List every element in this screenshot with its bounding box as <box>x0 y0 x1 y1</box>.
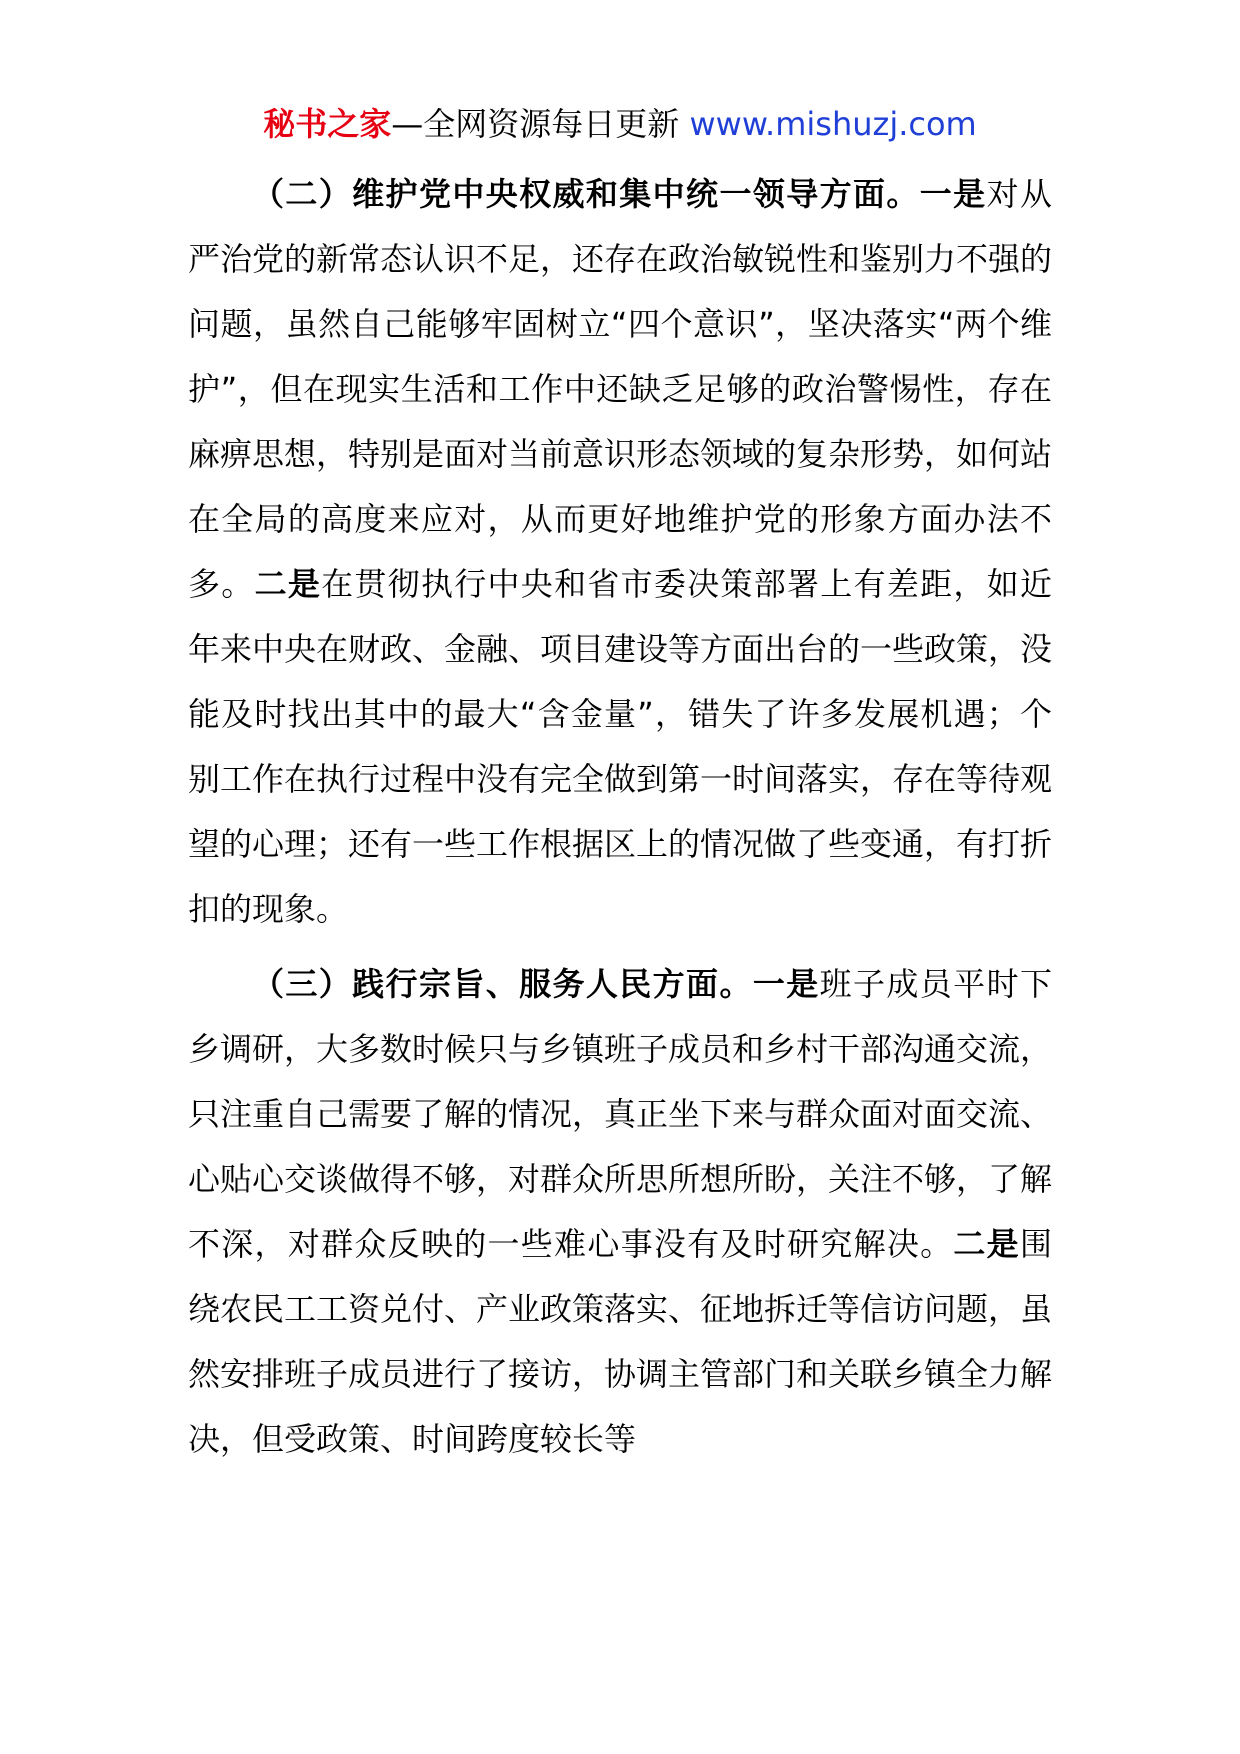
site-url-link[interactable]: www.mishuzj.com <box>689 105 977 143</box>
brand-name: 秘书之家 <box>263 105 392 143</box>
site-header <box>0 100 1240 148</box>
point-label: 二是 <box>254 565 322 603</box>
point-text: 围绕农民工工资兑付、产业政策落实、征地拆迁等信访问题，虽然安排班子成员进行了接访，协调主管部门和关联乡镇全力解决，但受政策、时间跨度较长等 <box>188 1225 1053 1458</box>
section-heading: （三）践行宗旨、服务人民方面。 <box>252 965 753 1003</box>
section-paragraph-3 <box>188 952 1052 1472</box>
section-paragraph-2 <box>188 162 1052 942</box>
point-label: 二是 <box>953 1225 1020 1263</box>
point-text: 班子成员平时下乡调研，大多数时候只与乡镇班子成员和乡村干部沟通交流，只注重自己需要了解的情况，真正坐下来与群众面对面交流、心贴心交谈做得不够，对群众所思所想所盼，关注不够，了解不深，对群众反映的一些难心事没有及时研究解决。 <box>188 965 1053 1263</box>
section-heading: （二）维护党中央权威和集中统一领导方面。 <box>252 175 920 213</box>
point-label: 一是 <box>919 175 987 213</box>
header-slogan: —全网资源每日更新 <box>391 105 690 143</box>
document-body <box>188 162 1052 1472</box>
point-label: 一是 <box>752 965 820 1003</box>
point-text: 对从严治党的新常态认识不足，还存在政治敏锐性和鉴别力不强的问题，虽然自己能够牢固树立“四个意识”，坚决落实“两个维护”，但在现实生活和工作中还缺乏足够的政治警惕性，存在麻痹思想，特别是面对当前意识形态领域的复杂形势，如何站在全局的高度来应对，从而更好地维护党的形象方面办法不多。 <box>188 175 1053 603</box>
point-text: 在贯彻执行中央和省市委决策部署上有差距，如近年来中央在财政、金融、项目建设等方面出台的一些政策，没能及时找出其中的最大“含金量”，错失了许多发展机遇；个别工作在执行过程中没有完全做到第一时间落实，存在等待观望的心理；还有一些工作根据区上的情况做了些变通，有打折扣的现象。 <box>188 565 1053 928</box>
